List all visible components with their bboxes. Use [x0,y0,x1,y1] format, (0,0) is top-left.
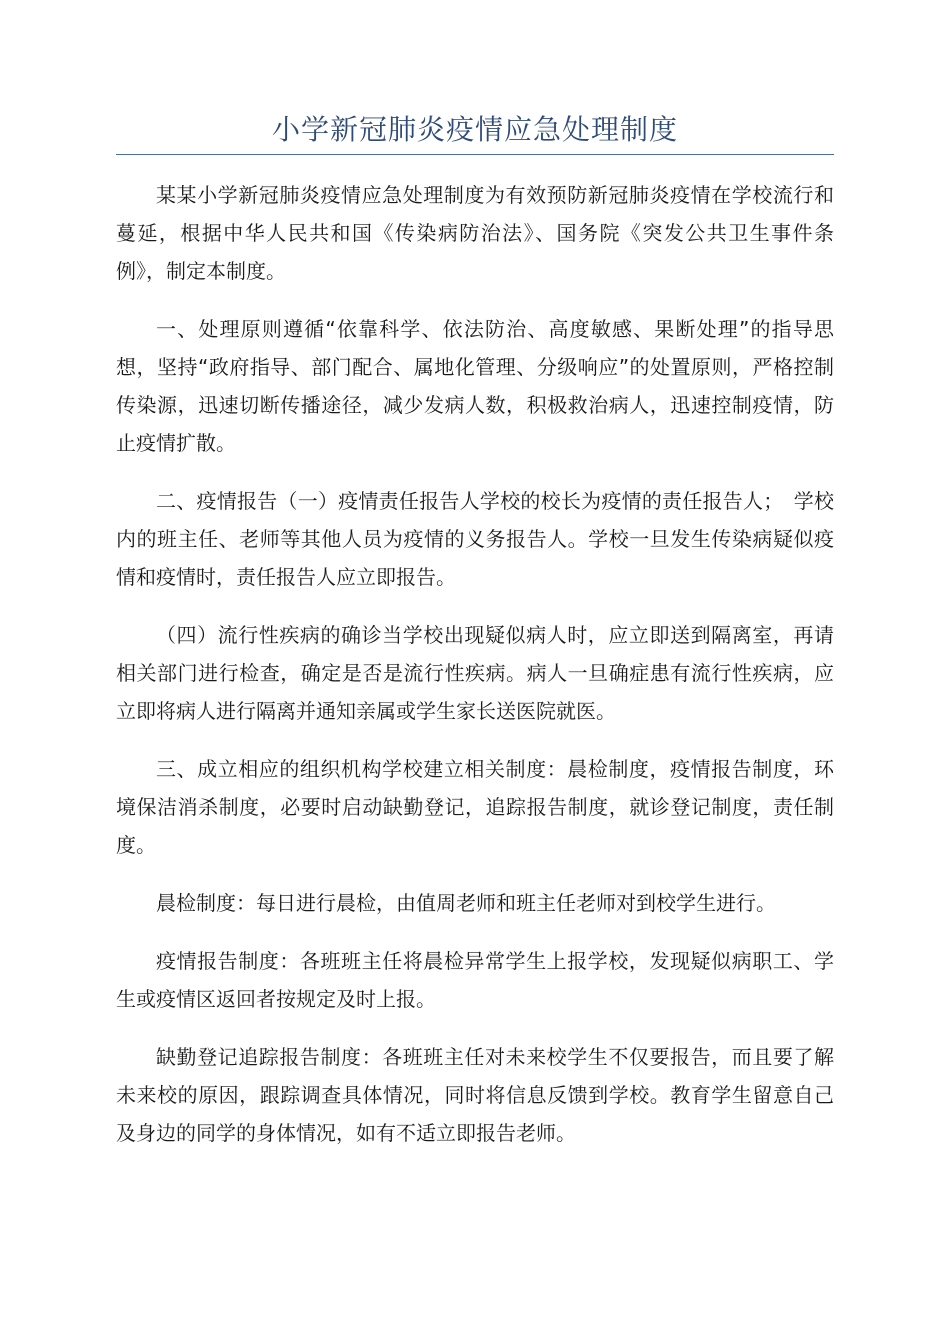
paragraph-organization: 三、成立相应的组织机构学校建立相关制度：晨检制度，疫情报告制度，环境保洁消杀制度，必要时启动缺勤登记，追踪报告制度，就诊登记制度，责任制度。 [116,757,834,857]
document-body [116,170,834,1172]
paragraph-absence-tracking: 缺勤登记追踪报告制度：各班班主任对未来校学生不仅要报告，而且要了解未来校的原因，跟踪调查具体情况，同时将信息反馈到学校。教育学生留意自己及身边的同学的身体情况，如有不适立即报告老师。 [116,1045,834,1145]
paragraph-report-system: 疫情报告制度：各班班主任将晨检异常学生上报学校，发现疑似病职工、学生或疫情区返回者按规定及时上报。 [116,949,834,1011]
paragraph-morning-check: 晨检制度：每日进行晨检，由值周老师和班主任老师对到校学生进行。 [156,891,776,915]
paragraph-diagnosis: （四）流行性疾病的确诊当学校出现疑似病人时，应立即送到隔离室，再请相关部门进行检查，确定是否是流行性疾病。病人一旦确症患有流行性疾病，应立即将病人进行隔离并通知亲属或学生家长送医院就医。 [116,623,834,723]
document-title: 小学新冠肺炎疫情应急处理制度 [271,113,678,146]
paragraph-principles: 一、处理原则遵循“依靠科学、依法防治、高度敏感、果断处理”的指导思想，坚持“政府指导、部门配合、属地化管理、分级响应”的处置原则，严格控制传染源，迅速切断传播途径，减少发病人数，积极救治病人，迅速控制疫情，防止疫情扩散。 [116,317,834,455]
title-underline [116,154,834,155]
paragraph-epidemic-report: 二、疫情报告（一）疫情责任报告人学校的校长为疫情的责任报告人； 学校内的班主任、老师等其他人员为疫情的义务报告人。学校一旦发生传染病疑似疫情和疫情时，责任报告人应立即报告。 [116,489,834,589]
paragraph-intro: 某某小学新冠肺炎疫情应急处理制度为有效预防新冠肺炎疫情在学校流行和蔓延，根据中华人民共和国《传染病防治法》、国务院《突发公共卫生事件条例》，制定本制度。 [116,183,834,283]
